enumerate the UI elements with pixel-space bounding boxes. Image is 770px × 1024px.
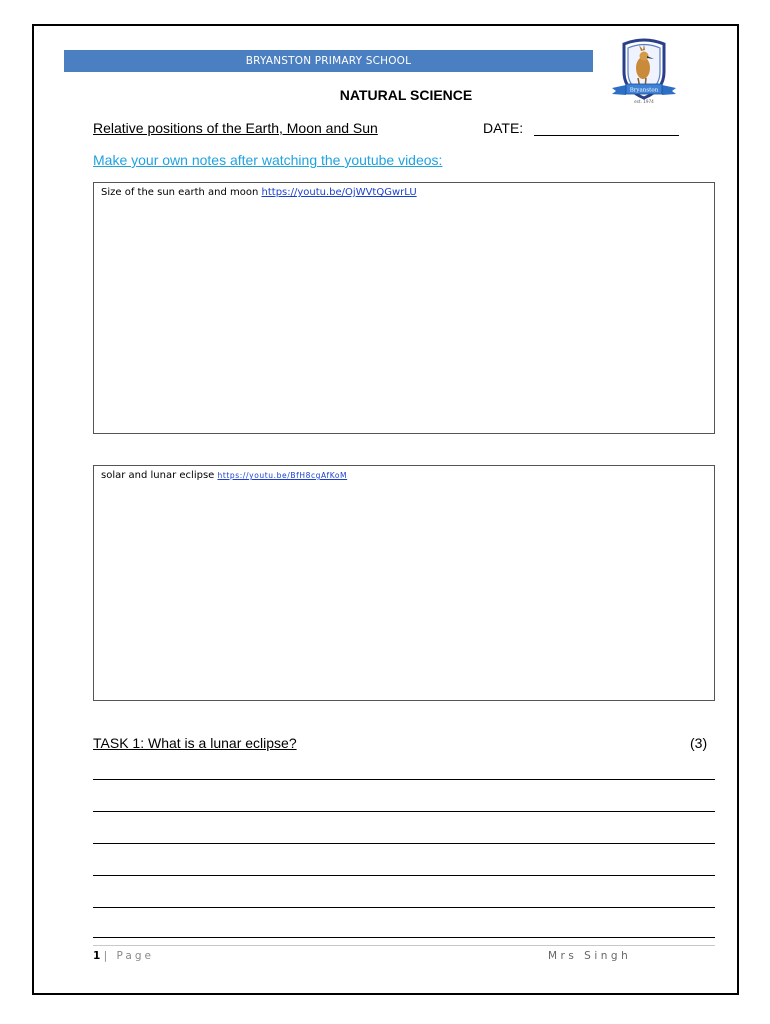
date-fill-line[interactable]	[534, 135, 679, 136]
video-link[interactable]: https://youtu.be/OjWVtQGwrLU	[261, 187, 417, 198]
answer-line[interactable]	[93, 779, 715, 780]
footer-page	[93, 950, 154, 962]
crest-est: est. 1974	[634, 99, 654, 104]
task-question: TASK 1: What is a lunar eclipse?	[93, 735, 297, 751]
answer-line[interactable]	[93, 937, 715, 938]
notes-box-size[interactable]	[93, 182, 715, 434]
date-label: DATE:	[483, 120, 524, 136]
crest-motto: Bryanston	[629, 87, 659, 94]
answer-line[interactable]	[93, 811, 715, 812]
page-label: | Page	[103, 950, 154, 962]
answer-line[interactable]	[93, 843, 715, 844]
topic-heading: Relative positions of the Earth, Moon and Sun	[93, 120, 378, 136]
notes-box-eclipse[interactable]	[93, 465, 715, 701]
school-name: BRYANSTON PRIMARY SCHOOL	[245, 55, 412, 67]
subject-title: NATURAL SCIENCE	[339, 87, 473, 103]
footer-divider	[93, 945, 715, 946]
school-banner	[64, 50, 593, 72]
notes-box-label: Size of the sun earth and moon	[101, 187, 259, 198]
answer-line[interactable]	[93, 875, 715, 876]
task-marks: (3)	[690, 735, 708, 751]
footer-author: Mrs Singh	[548, 950, 632, 962]
page-number: 1	[93, 950, 101, 962]
notes-box-label: solar and lunar eclipse	[101, 470, 215, 481]
instruction-text: Make your own notes after watching the youtube videos:	[93, 152, 443, 168]
answer-line[interactable]	[93, 907, 715, 908]
video-link[interactable]: https://youtu.be/BfH8cgAfKoM	[217, 471, 348, 480]
